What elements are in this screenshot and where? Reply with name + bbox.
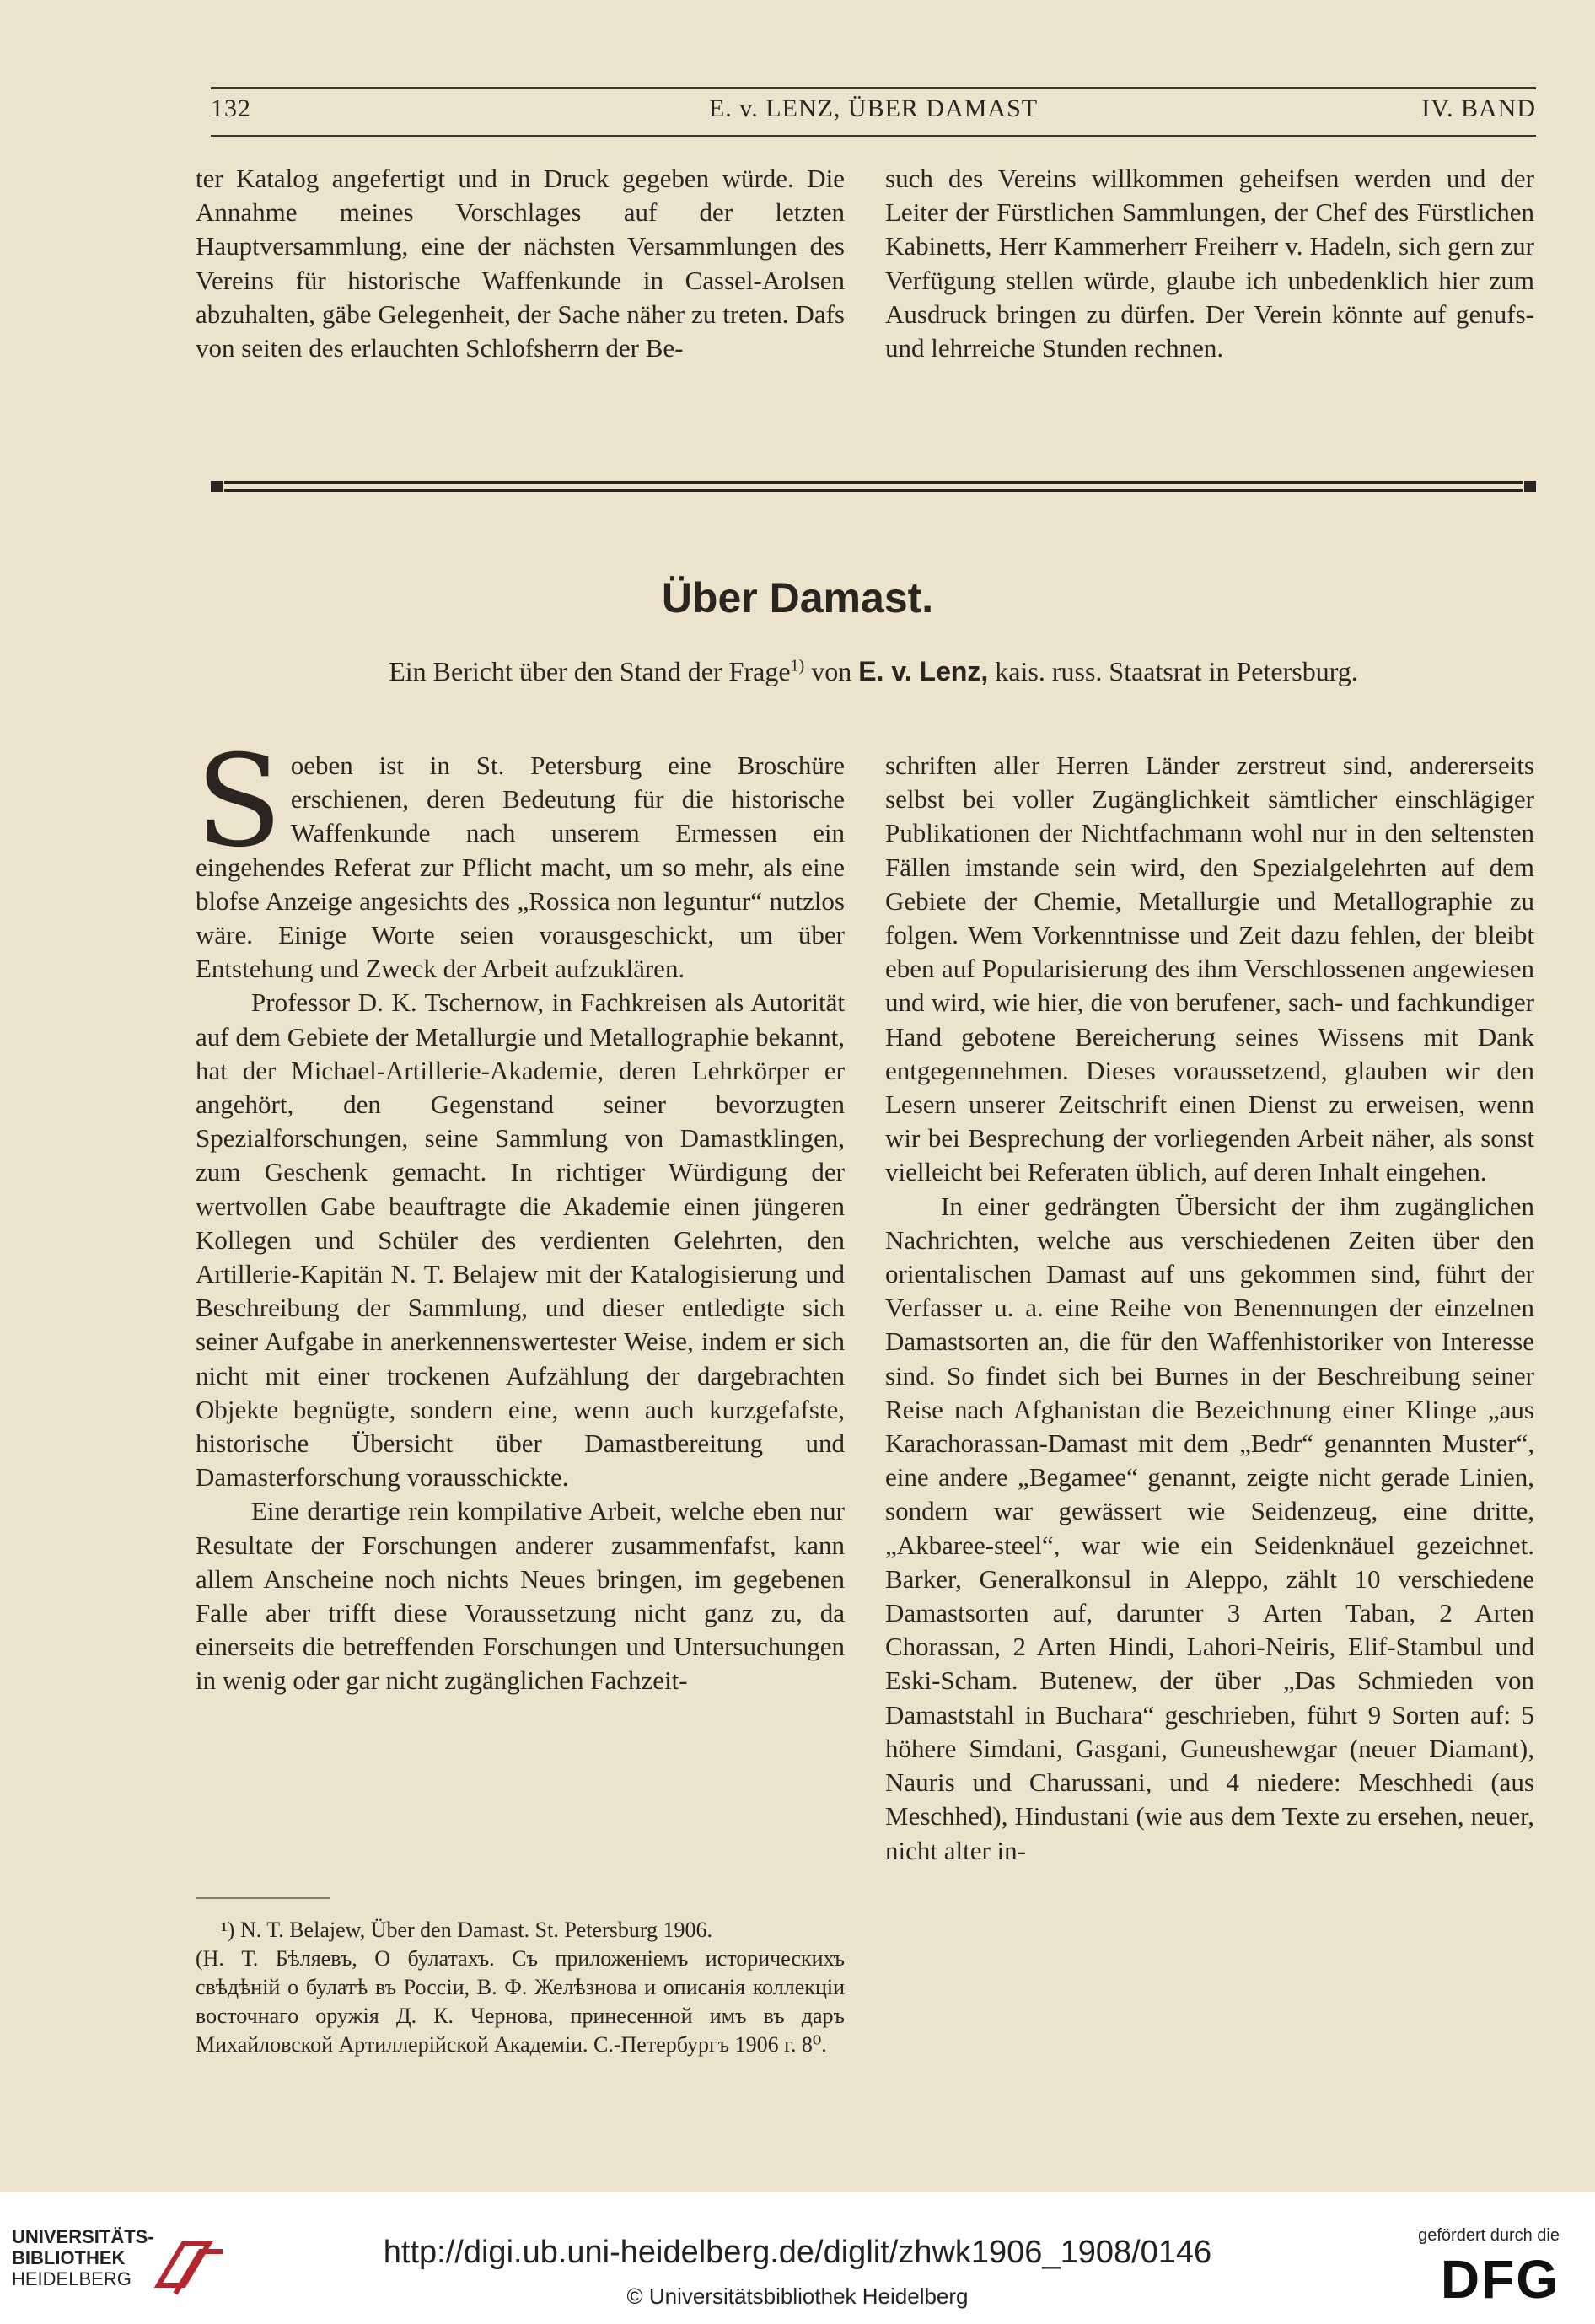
volume-label: IV. BAND — [1421, 94, 1536, 122]
paragraph-3: Eine derartige rein kompilative Arbeit, welche eben nur Resultate der Forschungen anderer zusammenfafst, kann allem Anscheine noch nichts Neues bringen, im gegebenen Falle aber trifft diese Voraussetzung nicht ganz zu, da einerseits die betreffenden Forschungen und Untersuchungen in wenig oder gar nicht zugänglichen Fachzeit- — [196, 1496, 845, 1696]
running-header — [211, 94, 1536, 133]
divider-line-upper — [224, 481, 1522, 484]
copyright-notice: © Universitätsbibliothek Heidelberg — [626, 2284, 969, 2309]
paragraph-1-text: oeben ist in St. Petersburg eine Broschüre erschienen, deren Bedeutung für die historische Waffenkunde nach unserem Ermessen ein eingehendes Referat zur Pflicht macht, um so mehr, als eine blofse Anzeige angesichts des „Rossica non leguntur“ nutzlos wäre. Einige Worte seien vorausgeschickt, um über Entstehung und Zweck der Arbeit aufzuklären. — [196, 750, 845, 984]
previous-article-right-text: such des Vereins willkommen geheifsen werden und der Leiter der Fürstlichen Sammlungen, der Chef des Fürstlichen Kabinetts, Herr Kammerherr Freiherr v. Hadeln, sich gern zur Verfügung stellen würde, glaube ich unbedenklich hier zum Ausdruck bringen zu dürfen. Der Verein könnte auf genufs- und lehrreiche Stunden rechnen. — [885, 164, 1534, 363]
divider-line-lower — [224, 489, 1522, 492]
divider-square-right — [1524, 481, 1536, 492]
footnote-line-1: ¹) N. T. Belajew, Über den Damast. St. Petersburg 1906. — [221, 1918, 713, 1942]
previous-article-left-text: ter Katalog angefertigt und in Druck gegeben würde. Die Annahme meines Vorschlages auf der letzten Hauptversammlung, eine der nächsten Versammlungen des Vereins für historische Waffenkunde in Cassel-Arolsen abzuhalten, gäbe Gelegenheit, der Sache näher zu treten. Dafs von seiten des erlauchten Schlofsherrn der Be- — [196, 164, 845, 363]
previous-article-right-column — [885, 162, 1534, 365]
library-line-3: HEIDELBERG — [12, 2268, 132, 2289]
library-line-1: UNIVERSITÄTS- — [12, 2226, 154, 2247]
dfg-logo: DFG — [1440, 2249, 1560, 2310]
footnote-rule — [196, 1897, 330, 1899]
article-left-column — [196, 729, 845, 1698]
previous-article-left-column — [196, 162, 845, 365]
subtitle-text: Ein Bericht über den Stand der Frage — [389, 656, 791, 686]
running-title: E. v. LENZ, ÜBER DAMAST — [708, 94, 1039, 122]
page-number: 132 — [211, 94, 251, 122]
digitization-footer — [0, 2192, 1595, 2324]
article-subtitle — [211, 656, 1536, 687]
paragraph-4: schriften aller Herren Länder zerstreut sind, andererseits selbst bei voller Zugänglichkeit sämtlicher einschlägiger Publikationen der Nichtfachmann wohl nur in den seltensten Fällen imstande sein wird, den Spezialgelehrten auf dem Gebiete der Chemie, Metallurgie und Metallographie zu folgen. Wem Vorkenntnisse und Zeit dazu fehlen, der bleibt eben auf Popularisierung des ihm Verschlossenen angewiesen und wird, wie hier, die von berufener, sach- und fachkundiger Hand gebotene Bereicherung seines Wissens mit Dank entgegennehmen. Dieses voraussetzend, glauben wir den Lesern unserer Zeitschrift einen Dienst zu erweisen, wenn wir bei Besprechung der vorliegenden Arbeit näher, als sonst vielleicht bei Referaten üblich, auf deren Inhalt eingehen. — [885, 750, 1534, 1187]
footnote-line-2: (Н. Т. Бѣляевъ, О булатахъ. Съ приложеніемъ историческихъ свѣдѣній о булатѣ въ Россіи, В. Ф. Желѣзнова и описанія коллекціи восточнаго оружія Д. К. Чернова, принесенной имъ въ даръ Михайловской Артиллерійской Академіи. С.-Петербургъ 1906 г. 8⁰. — [196, 1946, 845, 2057]
paragraph-2: Professor D. K. Tschernow, in Fachkreisen als Autorität auf dem Gebiete der Metallurgie und Metallographie bekannt, hat der Michael-Artillerie-Akademie, deren Lehrkörper er angehört, den Gegenstand seiner bevorzugten Spezialforschungen, seine Sammlung von Damastklingen, zum Geschenk gemacht. In richtiger Würdigung der wertvollen Gabe beauftragte die Akademie einen jüngeren Kollegen und Schüler des verdienten Gelehrten, den Artillerie-Kapitän N. T. Belajew mit der Katalogisierung und Beschreibung der Sammlung, und dieser entledigte sich seiner Aufgabe in anerkennenswertester Weise, indem er sich nicht mit einer trockenen Aufzählung der dargebrachten Objekte begnügte, sondern eine, wenn auch kurzgefafste, historische Übersicht über Damastbereitung und Damasterforschung vorausschickte. — [196, 987, 845, 1493]
paragraph-1 — [196, 729, 845, 986]
subtitle-author: E. v. Lenz, — [858, 656, 989, 686]
subtitle-affiliation: kais. russ. Staatsrat in Petersburg. — [988, 656, 1358, 686]
funding-note: gefördert durch die — [1418, 2226, 1560, 2245]
header-bottom-rule — [211, 135, 1536, 137]
subtitle-von: von — [804, 656, 859, 686]
article-title: Über Damast. — [661, 574, 934, 621]
article-right-column — [885, 749, 1534, 1868]
drop-cap: S — [196, 729, 282, 875]
divider-square-left — [211, 481, 223, 492]
permalink-url[interactable]: http://digi.ub.uni-heidelberg.de/diglit/zhwk1906_1908/0146 — [383, 2235, 1212, 2270]
header-top-rule — [211, 87, 1536, 89]
footnote-marker: 1) — [790, 656, 805, 675]
library-line-2: BIBLIOTHEK — [12, 2247, 126, 2268]
section-divider-ornament — [211, 481, 1536, 494]
footnote — [196, 1916, 845, 2059]
paragraph-5: In einer gedrängten Übersicht der ihm zugänglichen Nachrichten, welche aus verschiedenen Zeiten über den orientalischen Damast auf uns gekommen sind, führt der Verfasser u. a. eine Reihe von Benennungen der einzelnen Damastsorten an, die für den Waffenhistoriker von Interesse sind. So findet sich bei Burnes in der Beschreibung seiner Reise nach Afghanistan die Bezeichnung einer Klinge „aus Karachorassan-Damast mit dem „Bedr“ genannten Muster“, eine andere „Begamee“ genannt, zeigte nicht gerade Linien, sondern war gewässert wie Seidenzeug, eine dritte, „Akbaree-steel“, war wie ein Seidenknäuel gezeichnet. Barker, Generalkonsul in Aleppo, zählt 10 verschiedene Damastsorten auf, darunter 3 Arten Taban, 2 Arten Chorassan, 2 Arten Hindi, Lahori-Neiris, Elif-Stambul und Eski-Scham. Butenew, der über „Das Schmieden von Damaststahl in Buchara“ geschrieben, führt 9 Sorten auf: 5 höhere Simdani, Gasgani, Guneushewgar (neuer Diamant), Nauris und Charussani, und 4 niedere: Meschhedi (aus Meschhed), Hindustani (wie aus dem Texte zu ersehen, neuer, nicht alter in- — [885, 1191, 1534, 1865]
